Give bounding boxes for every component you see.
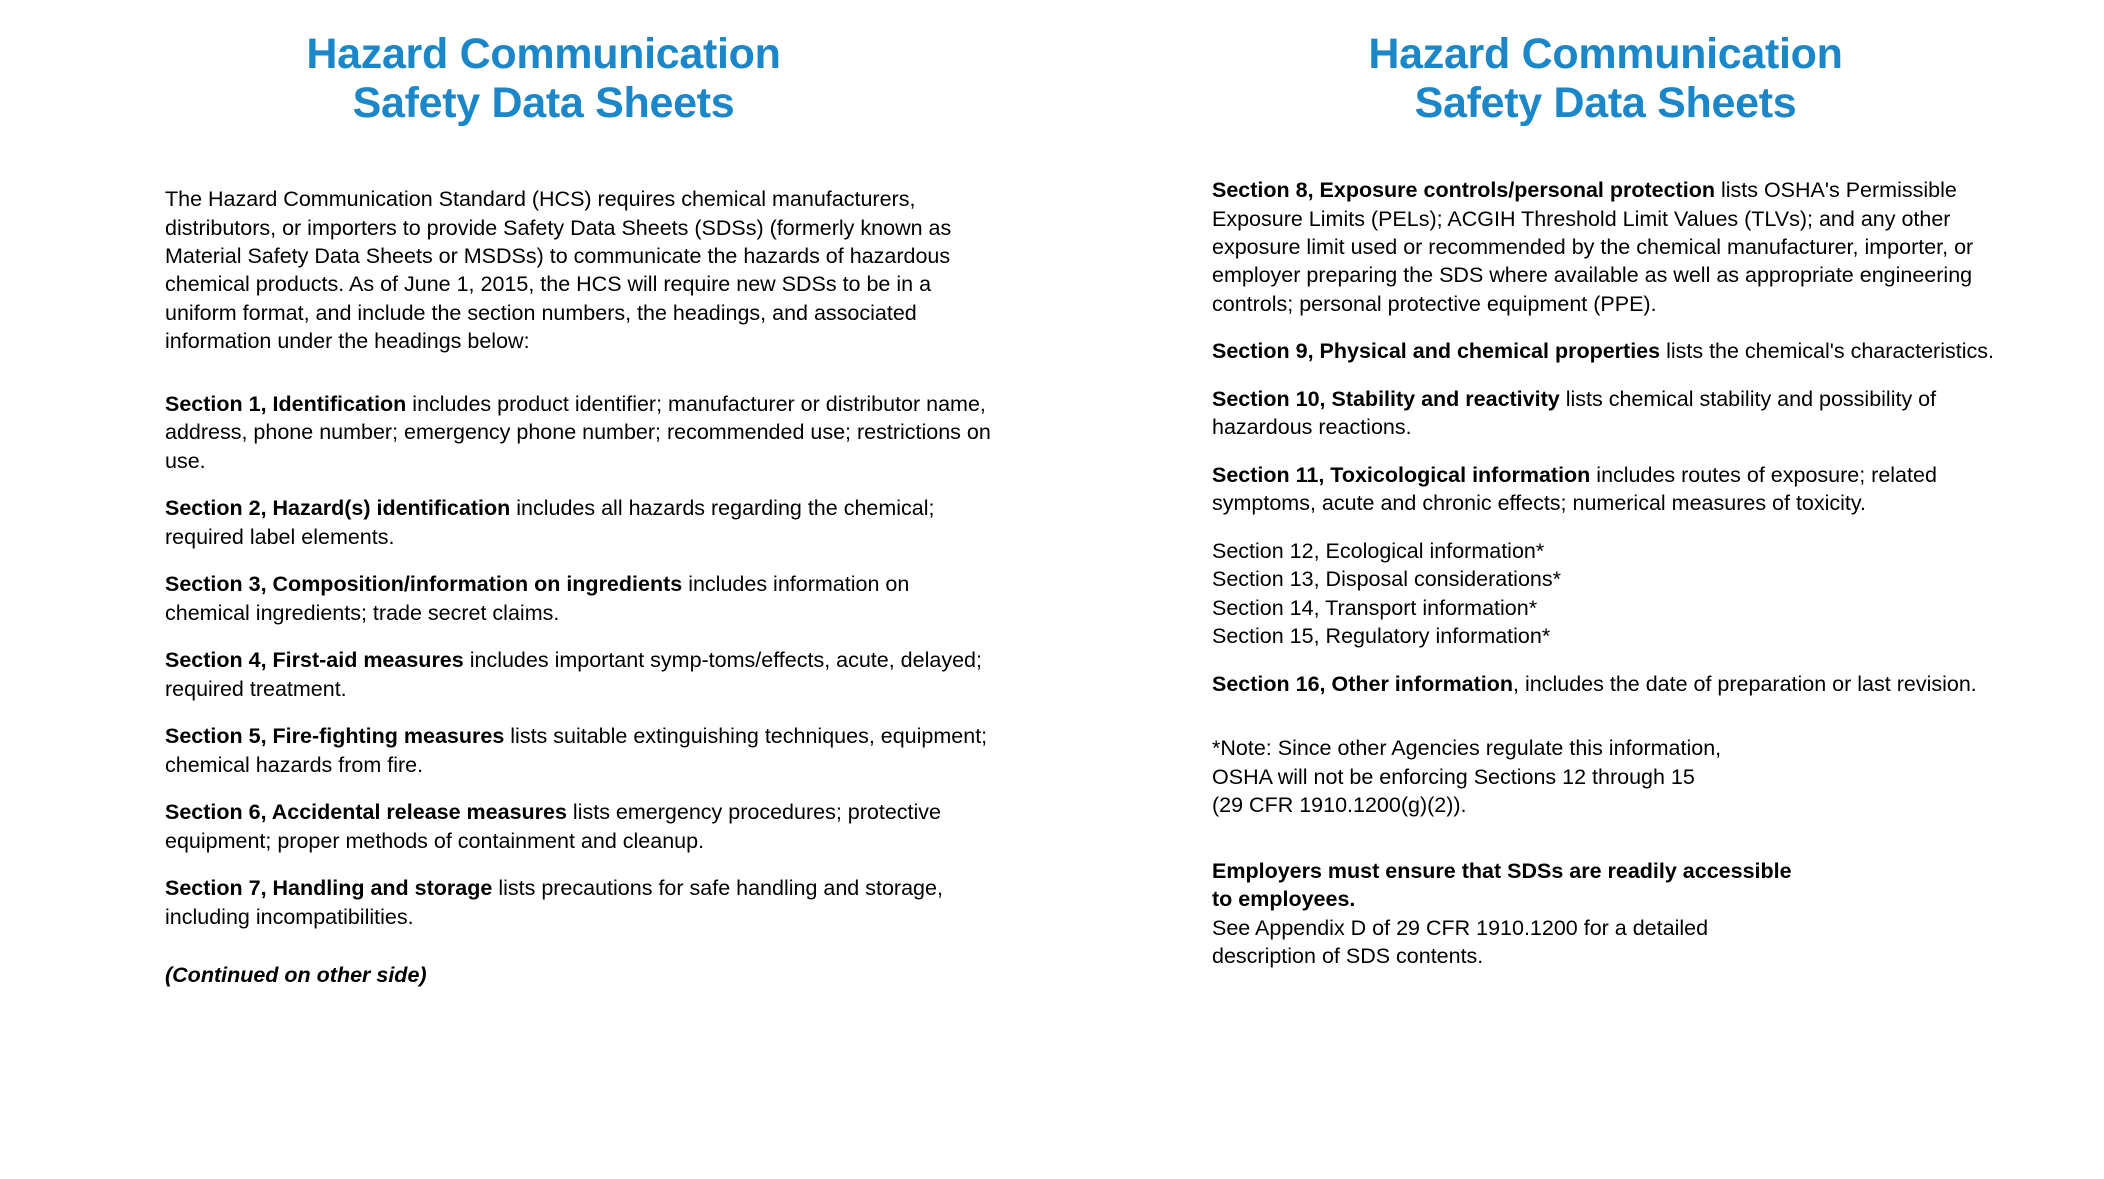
section-7-text: lists precautions for safe handling and storage, including incompatibilities. <box>165 876 943 929</box>
section-9-heading: Section 9, Physical and chemical properties <box>1212 339 1661 364</box>
section-1-text: includes product identifier; manufacturer or distributor name, address, phone number; emergency phone number; recommended use; restrictions on use. <box>165 391 991 473</box>
left-title-line-2: Safety Data Sheets <box>352 79 735 128</box>
section-11-paragraph <box>1212 461 1999 518</box>
section-4-text: includes important symp-toms/effects, acute, delayed; required treatment. <box>165 648 982 701</box>
section-5-paragraph <box>165 722 992 779</box>
section-6-heading: Section 6, Accidental release measures <box>165 800 567 825</box>
section-16-text: , includes the date of preparation or last revision. <box>1513 671 1977 696</box>
section-5-heading: Section 5, Fire-fighting measures <box>165 724 505 749</box>
section-10-text: lists chemical stability and possibility of hazardous reactions. <box>1212 386 1937 440</box>
section-15-line: Section 15, Regulatory information* <box>1212 624 1551 649</box>
left-title-line-1: Hazard Communication <box>306 30 781 78</box>
section-8-paragraph <box>1212 176 1999 318</box>
section-5-text: lists suitable extinguishing techniques, equipment; chemical hazards from fire. <box>165 724 988 777</box>
section-3-heading: Section 3, Composition/information on ingredients <box>165 572 683 597</box>
section-6-paragraph <box>165 798 992 855</box>
intro-paragraph: The Hazard Communication Standard (HCS) requires chemical manufacturers, distributors, or importers to provide Safety Data Sheets (SDSs) (formerly known as Material Safety Data Sheets or MSDSs) to communicate the hazards of hazardous chemical products. As of June 1, 2015, the HCS will require new SDSs to be in a uniform format, and include the section numbers, the headings, and associated information under the headings below: <box>165 187 952 354</box>
section-7-paragraph <box>165 874 992 931</box>
section-9-text: lists the chemical's characteristics. <box>1660 339 1994 364</box>
footnote-block <box>1212 734 1999 819</box>
closing-line-1: See Appendix D of 29 CFR 1910.1200 for a detailed <box>1212 915 1709 940</box>
section-8-text: lists OSHA's Permissible Exposure Limits (PELs); ACGIH Threshold Limit Values (TLVs); and any other exposure limit used or recommended by the chemical manufacturer, importer, or employer preparing the SDS where available as well as appropriate engineering controls; personal protective equipment (PPE). <box>1212 178 1974 316</box>
section-4-paragraph <box>165 646 992 703</box>
section-16-paragraph <box>1212 670 1999 698</box>
section-13-line: Section 13, Disposal considerations* <box>1212 567 1561 592</box>
section-2-heading: Section 2, Hazard(s) identification <box>165 496 511 521</box>
closing-bold-line-1: Employers must ensure that SDSs are readily accessible <box>1212 858 1792 883</box>
closing-bold-line-2: to employees. <box>1212 887 1356 912</box>
section-2-paragraph <box>165 494 992 551</box>
right-body <box>1212 176 1999 971</box>
section-10-heading: Section 10, Stability and reactivity <box>1212 386 1560 411</box>
section-8-heading: Section 8, Exposure controls/personal protection <box>1212 178 1715 203</box>
section-14-line: Section 14, Transport information* <box>1212 595 1538 620</box>
plain-sections-list <box>1212 537 1999 651</box>
left-page-title <box>165 30 992 128</box>
section-3-text: includes information on chemical ingredients; trade secret claims. <box>165 572 910 625</box>
section-10-paragraph <box>1212 385 1999 442</box>
footnote-line-2: OSHA will not be enforcing Sections 12 through 15 <box>1212 764 1695 789</box>
section-9-paragraph <box>1212 337 1999 365</box>
section-2-text: includes all hazards regarding the chemical; required label elements. <box>165 496 935 549</box>
left-body <box>165 185 992 990</box>
right-title-line-1: Hazard Communication <box>1368 30 1843 78</box>
section-7-heading: Section 7, Handling and storage <box>165 876 493 901</box>
section-11-text: includes routes of exposure; related symptoms, acute and chronic effects; numerical measures of toxicity. <box>1212 462 1937 516</box>
section-12-line: Section 12, Ecological information* <box>1212 538 1545 563</box>
section-11-heading: Section 11, Toxicological information <box>1212 462 1591 487</box>
right-panel <box>1052 0 2104 1179</box>
right-page-title <box>1212 30 1999 128</box>
footnote-line-3: (29 CFR 1910.1200(g)(2)). <box>1212 793 1467 818</box>
section-1-paragraph <box>165 390 992 475</box>
continued-note: (Continued on other side) <box>165 963 427 988</box>
section-1-heading: Section 1, Identification <box>165 391 407 416</box>
footnote-line-1: *Note: Since other Agencies regulate this information, <box>1212 736 1722 761</box>
closing-line-2: description of SDS contents. <box>1212 944 1484 969</box>
section-4-heading: Section 4, First-aid measures <box>165 648 464 673</box>
section-16-heading: Section 16, Other information <box>1212 671 1514 696</box>
section-3-paragraph <box>165 570 992 627</box>
right-title-line-2: Safety Data Sheets <box>1414 79 1797 128</box>
section-6-text: lists emergency procedures; protective equipment; proper methods of containment and cleanup. <box>165 800 941 853</box>
closing-block <box>1212 857 1999 971</box>
